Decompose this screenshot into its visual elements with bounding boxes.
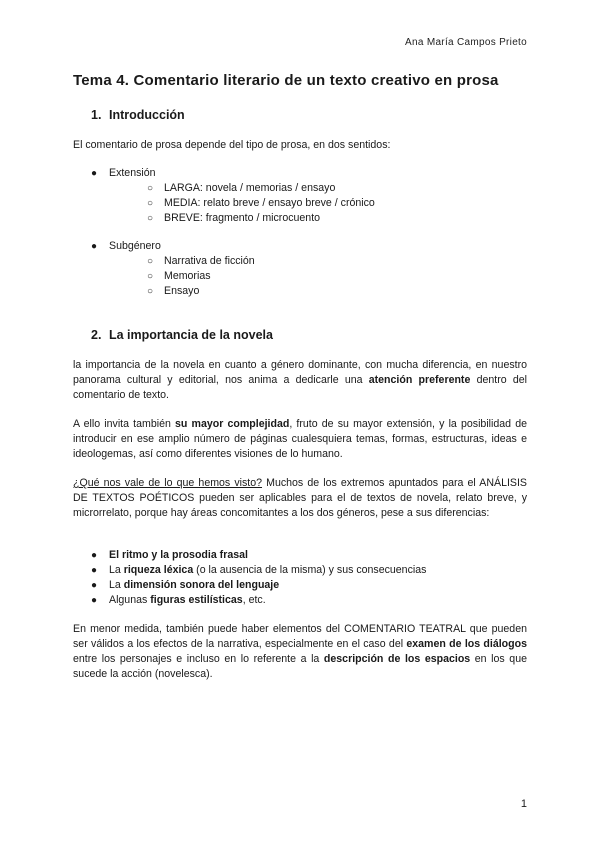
paragraph-theatre-elements	[73, 622, 527, 682]
sub-list-subgenre	[109, 254, 255, 299]
prose-type-list	[91, 166, 375, 226]
sub-list-item	[109, 211, 375, 226]
sub-item-text: Narrativa de ficción	[164, 255, 255, 267]
list-item	[91, 578, 426, 593]
section-2-heading	[91, 328, 273, 342]
bullet-icon: ●	[91, 241, 98, 252]
text-run: en los que sucede la acción (novelesca).	[73, 653, 527, 680]
list-item-label: Subgénero	[109, 240, 161, 252]
list-item-extension	[91, 166, 375, 226]
list-item-subgenre	[91, 239, 255, 299]
sub-list-item	[109, 284, 255, 299]
text-run: Algunas	[109, 594, 151, 606]
sub-list-extension	[109, 181, 375, 226]
section-2-title: La importancia de la novela	[109, 328, 273, 342]
section-1-number: 1.	[91, 108, 102, 122]
circle-bullet-icon: ○	[147, 183, 154, 194]
paragraph-novel-importance	[73, 358, 527, 403]
document-title: Tema 4. Comentario literario de un texto creativo en prosa	[73, 72, 499, 89]
text-run: entre los personajes e incluso en lo referente a la	[73, 653, 324, 665]
circle-bullet-icon: ○	[147, 256, 154, 267]
bold-text: atención preferente	[368, 374, 471, 386]
text-run: (o la ausencia de la misma) y sus consecuencias	[193, 564, 427, 576]
sub-item-text: LARGA: novela / memorias / ensayo	[164, 182, 336, 194]
page-number: 1	[520, 798, 527, 810]
section-2-number: 2.	[91, 328, 102, 342]
sub-item-text: MEDIA: relato breve / ensayo breve / crónico	[164, 197, 375, 209]
bold-text: figuras estilísticas	[150, 594, 243, 606]
section-1-intro: El comentario de prosa depende del tipo de prosa, en dos sentidos:	[73, 139, 391, 151]
bold-text: riqueza léxica	[123, 564, 194, 576]
text-run: Muchos de los extremos apuntados para el ANÁLISIS DE TEXTOS POÉTICOS pueden ser aplicables para el de textos de novela, relato breve, y microrrelato, porque hay áreas concomitantes a los dos géneros, pese a sus diferencias:	[73, 477, 527, 519]
bullet-icon: ●	[91, 580, 98, 591]
circle-bullet-icon: ○	[147, 271, 154, 282]
sub-list-item	[109, 181, 375, 196]
text-run: la importancia de la novela en cuanto a género dominante, con mucha diferencia, en nuestro panorama cultural y editorial, nos anima a dedicarle una	[73, 359, 527, 386]
text-run: En menor medida, también puede haber elementos del COMENTARIO TEATRAL que pueden ser válidos a los efectos de la narrativa, especialmente en el caso del	[73, 623, 527, 650]
circle-bullet-icon: ○	[147, 213, 154, 224]
bold-text: dimensión sonora del lenguaje	[123, 579, 280, 591]
paragraph-complexity	[73, 417, 527, 462]
sub-list-item	[109, 269, 255, 284]
bullet-icon: ●	[91, 168, 98, 179]
header-author: Ana María Campos Prieto	[405, 37, 527, 48]
list-item	[91, 563, 426, 578]
text-run: , fruto de su mayor extensión, y la posibilidad de introducir en ese amplio número de páginas cualesquiera temas, formas, estructuras, ideas e ideologemas, así como diferentes visiones de lo humano.	[73, 418, 527, 460]
subgenre-list	[91, 239, 255, 299]
bullet-icon: ●	[91, 565, 98, 576]
bold-text: su mayor complejidad	[175, 418, 290, 430]
sub-item-text: BREVE: fragmento / microcuento	[164, 212, 321, 224]
text-run: , etc.	[242, 594, 266, 606]
circle-bullet-icon: ○	[147, 286, 154, 297]
sub-item-text: Ensayo	[164, 285, 200, 297]
section-1-heading	[91, 108, 185, 122]
paragraph-what-applies	[73, 476, 527, 521]
list-item-label: Extensión	[109, 167, 156, 179]
text-run: La	[109, 564, 124, 576]
list-item	[91, 548, 426, 563]
sub-list-item	[109, 196, 375, 211]
bold-text: descripción de los espacios	[323, 653, 471, 665]
underlined-question: ¿Qué nos vale de lo que hemos visto?	[73, 477, 263, 489]
bullet-icon: ●	[91, 595, 98, 606]
bold-text: examen de los diálogos	[406, 638, 527, 650]
text-run: A ello invita también	[73, 418, 176, 430]
sub-item-text: Memorias	[164, 270, 211, 282]
text-run: La	[109, 579, 124, 591]
sub-list-item	[109, 254, 255, 269]
shared-features-list	[91, 548, 426, 608]
bullet-icon: ●	[91, 550, 98, 561]
list-item	[91, 593, 426, 608]
bold-text: El ritmo y la prosodia frasal	[109, 549, 248, 561]
section-1-title: Introducción	[109, 108, 185, 122]
text-run: dentro del comentario de texto.	[73, 374, 527, 401]
circle-bullet-icon: ○	[147, 198, 154, 209]
